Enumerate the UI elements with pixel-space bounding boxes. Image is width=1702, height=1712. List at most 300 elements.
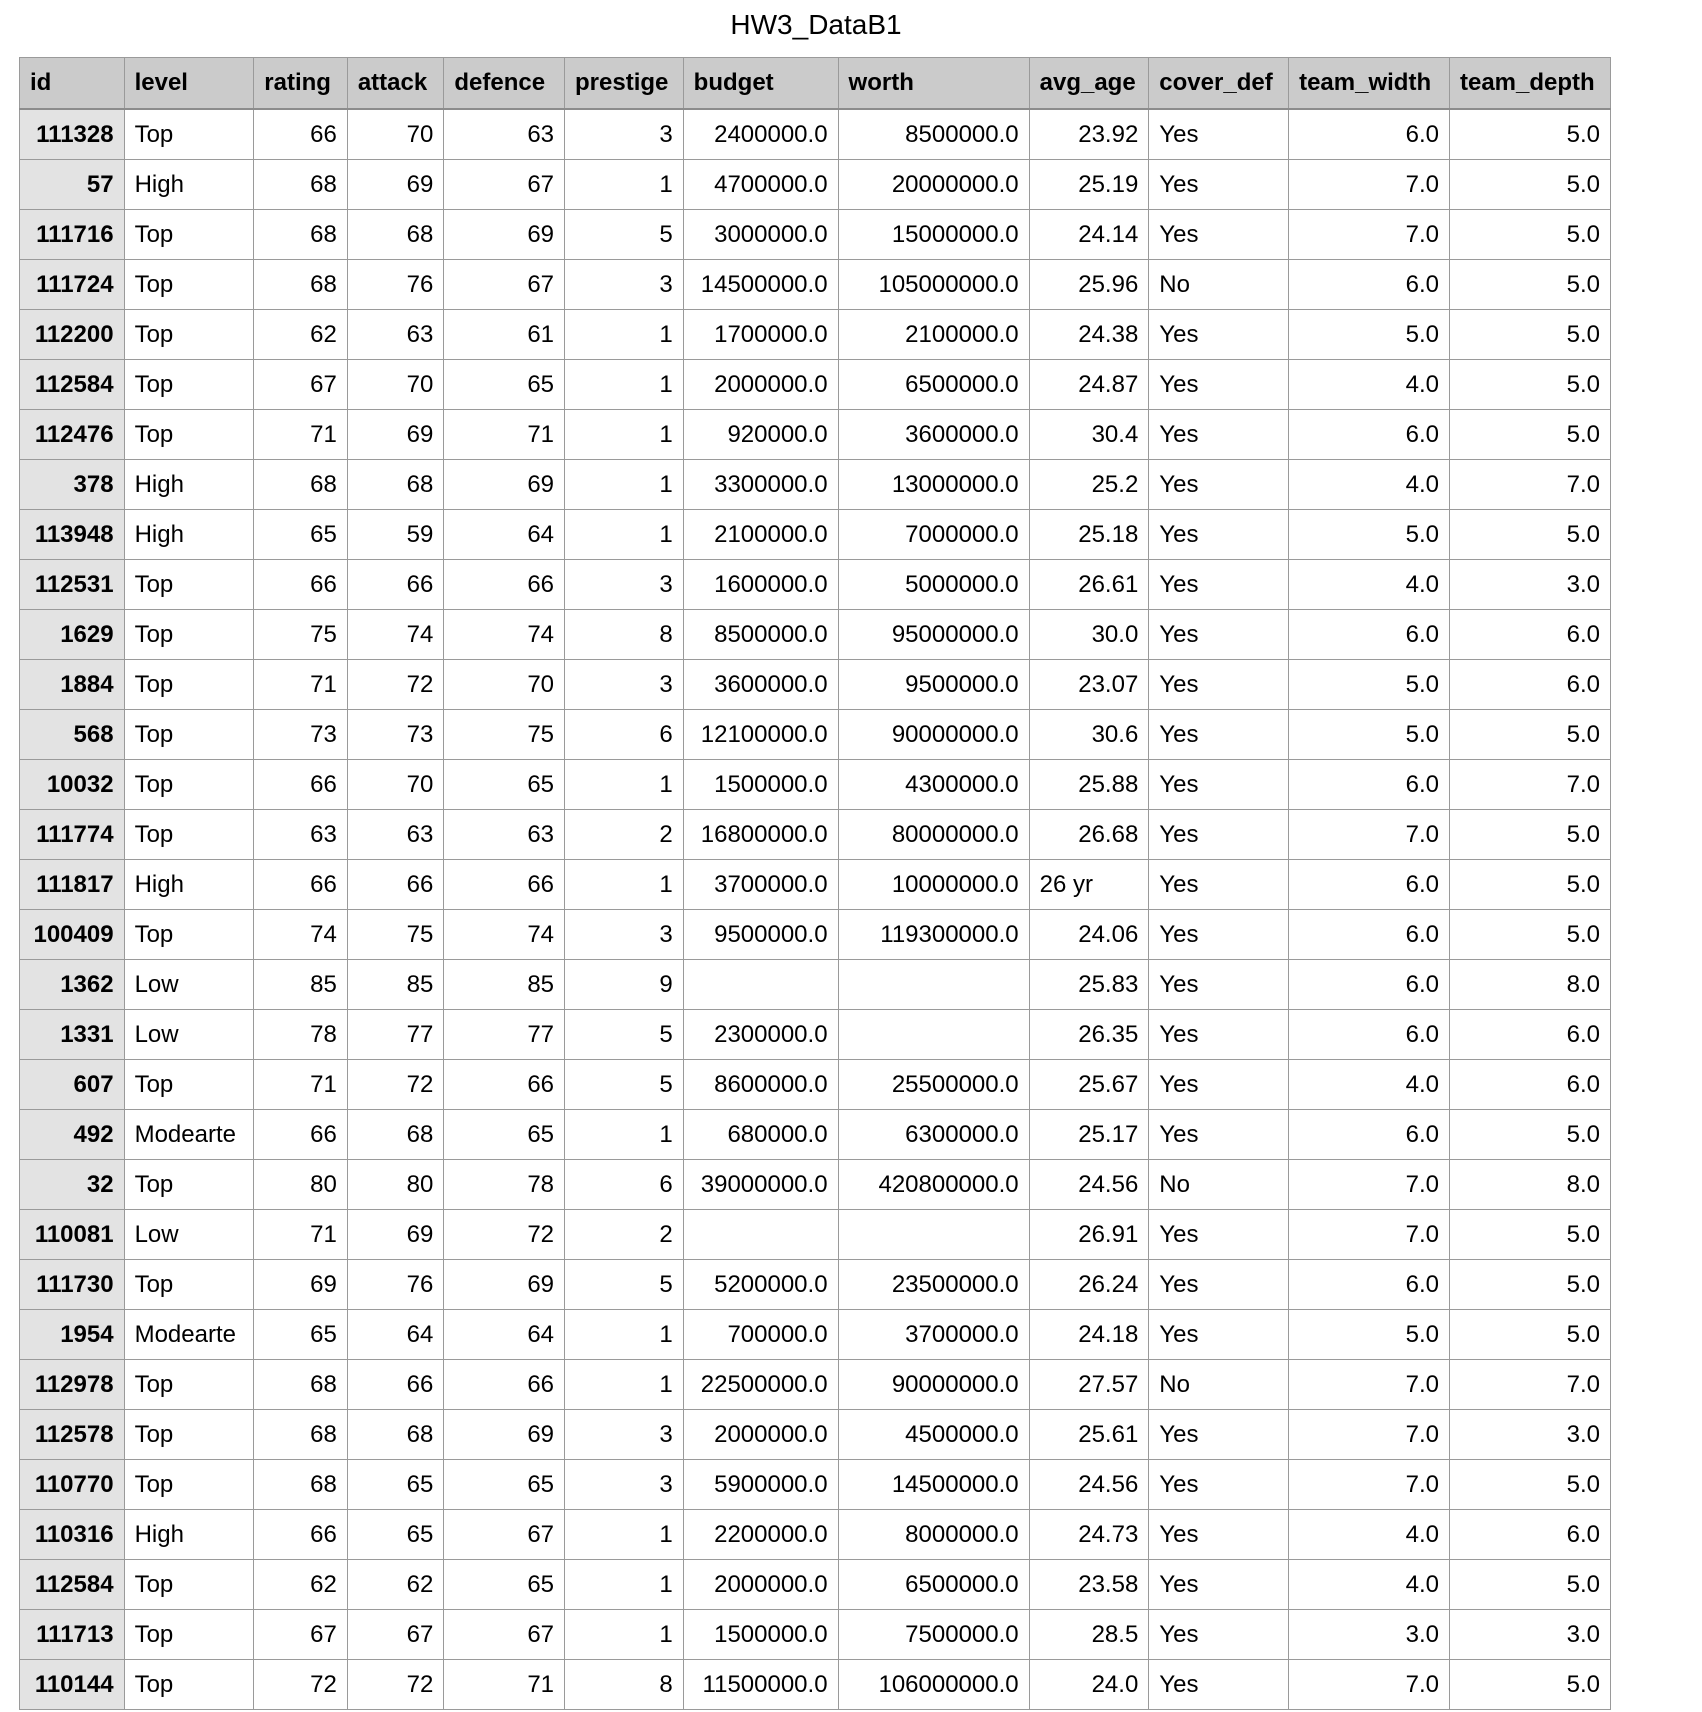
cell-avg-age[interactable]: 26.91 [1029,1210,1149,1260]
cell-team-width[interactable]: 5.0 [1289,510,1450,560]
cell-attack[interactable]: 69 [347,160,444,210]
cell-level[interactable]: High [124,860,254,910]
cell-cover-def[interactable]: Yes [1149,360,1289,410]
cell-worth[interactable]: 3600000.0 [838,410,1029,460]
cell-team-depth[interactable]: 5.0 [1449,310,1610,360]
cell-rating[interactable]: 71 [254,1210,348,1260]
cell-attack[interactable]: 68 [347,460,444,510]
cell-id[interactable]: 110081 [20,1210,125,1260]
cell-avg-age[interactable]: 25.67 [1029,1060,1149,1110]
cell-id[interactable]: 111713 [20,1610,125,1660]
column-header-team-depth[interactable]: team_depth [1449,58,1610,110]
cell-team-width[interactable]: 3.0 [1289,1610,1450,1660]
cell-prestige[interactable]: 5 [565,210,684,260]
cell-rating[interactable]: 65 [254,510,348,560]
cell-id[interactable]: 100409 [20,910,125,960]
cell-id[interactable]: 111730 [20,1260,125,1310]
cell-avg-age[interactable]: 26.61 [1029,560,1149,610]
cell-rating[interactable]: 66 [254,760,348,810]
cell-prestige[interactable]: 1 [565,410,684,460]
cell-id[interactable]: 1629 [20,610,125,660]
cell-team-depth[interactable]: 5.0 [1449,810,1610,860]
cell-defence[interactable]: 85 [444,960,565,1010]
cell-rating[interactable]: 68 [254,460,348,510]
cell-defence[interactable]: 69 [444,210,565,260]
cell-prestige[interactable]: 2 [565,1210,684,1260]
cell-worth[interactable]: 7000000.0 [838,510,1029,560]
cell-budget[interactable]: 2300000.0 [683,1010,838,1060]
cell-prestige[interactable]: 1 [565,1110,684,1160]
cell-worth[interactable]: 10000000.0 [838,860,1029,910]
cell-budget[interactable]: 3300000.0 [683,460,838,510]
column-header-team-width[interactable]: team_width [1289,58,1450,110]
cell-defence[interactable]: 63 [444,109,565,160]
cell-defence[interactable]: 74 [444,910,565,960]
column-header-avg-age[interactable]: avg_age [1029,58,1149,110]
cell-prestige[interactable]: 9 [565,960,684,1010]
cell-level[interactable]: Top [124,760,254,810]
cell-id[interactable]: 111817 [20,860,125,910]
cell-defence[interactable]: 67 [444,1510,565,1560]
cell-budget[interactable]: 5900000.0 [683,1460,838,1510]
column-header-rating[interactable]: rating [254,58,348,110]
cell-attack[interactable]: 69 [347,1210,444,1260]
cell-attack[interactable]: 59 [347,510,444,560]
cell-level[interactable]: Top [124,560,254,610]
column-header-id[interactable]: id [20,58,125,110]
cell-id[interactable]: 112531 [20,560,125,610]
cell-cover-def[interactable]: Yes [1149,810,1289,860]
cell-id[interactable]: 112476 [20,410,125,460]
cell-team-width[interactable]: 6.0 [1289,860,1450,910]
cell-prestige[interactable]: 5 [565,1010,684,1060]
cell-budget[interactable]: 3700000.0 [683,860,838,910]
cell-team-width[interactable]: 6.0 [1289,260,1450,310]
cell-cover-def[interactable]: Yes [1149,1460,1289,1510]
cell-rating[interactable]: 68 [254,260,348,310]
cell-worth[interactable]: 2100000.0 [838,310,1029,360]
cell-worth[interactable]: 80000000.0 [838,810,1029,860]
cell-attack[interactable]: 68 [347,1410,444,1460]
cell-attack[interactable]: 70 [347,360,444,410]
cell-cover-def[interactable]: Yes [1149,410,1289,460]
cell-cover-def[interactable]: No [1149,260,1289,310]
cell-defence[interactable]: 65 [444,760,565,810]
cell-level[interactable]: Top [124,1660,254,1710]
cell-team-depth[interactable]: 5.0 [1449,860,1610,910]
cell-team-width[interactable]: 5.0 [1289,660,1450,710]
cell-prestige[interactable]: 1 [565,1610,684,1660]
cell-budget[interactable]: 680000.0 [683,1110,838,1160]
cell-avg-age[interactable]: 30.4 [1029,410,1149,460]
cell-prestige[interactable]: 8 [565,1660,684,1710]
cell-defence[interactable]: 61 [444,310,565,360]
cell-team-depth[interactable]: 6.0 [1449,610,1610,660]
cell-prestige[interactable]: 6 [565,710,684,760]
cell-id[interactable]: 111328 [20,109,125,160]
cell-attack[interactable]: 72 [347,1060,444,1110]
cell-team-width[interactable]: 5.0 [1289,710,1450,760]
cell-attack[interactable]: 69 [347,410,444,460]
cell-defence[interactable]: 69 [444,460,565,510]
cell-prestige[interactable]: 1 [565,160,684,210]
cell-cover-def[interactable]: Yes [1149,960,1289,1010]
cell-worth[interactable]: 8000000.0 [838,1510,1029,1560]
cell-id[interactable]: 112200 [20,310,125,360]
cell-cover-def[interactable]: Yes [1149,1510,1289,1560]
cell-worth[interactable]: 25500000.0 [838,1060,1029,1110]
cell-rating[interactable]: 67 [254,1610,348,1660]
cell-avg-age[interactable]: 26 yr [1029,860,1149,910]
cell-budget[interactable]: 3000000.0 [683,210,838,260]
cell-team-width[interactable]: 4.0 [1289,360,1450,410]
cell-level[interactable]: Top [124,310,254,360]
cell-rating[interactable]: 68 [254,1360,348,1410]
cell-attack[interactable]: 76 [347,1260,444,1310]
cell-team-width[interactable]: 6.0 [1289,910,1450,960]
cell-team-depth[interactable]: 5.0 [1449,710,1610,760]
cell-team-depth[interactable]: 5.0 [1449,210,1610,260]
cell-team-depth[interactable]: 5.0 [1449,1260,1610,1310]
cell-defence[interactable]: 66 [444,1060,565,1110]
cell-worth[interactable]: 4300000.0 [838,760,1029,810]
cell-avg-age[interactable]: 26.68 [1029,810,1149,860]
cell-budget[interactable]: 1700000.0 [683,310,838,360]
cell-rating[interactable]: 72 [254,1660,348,1710]
cell-rating[interactable]: 66 [254,1110,348,1160]
cell-avg-age[interactable]: 24.06 [1029,910,1149,960]
cell-team-width[interactable]: 6.0 [1289,109,1450,160]
cell-prestige[interactable]: 3 [565,660,684,710]
cell-cover-def[interactable]: No [1149,1360,1289,1410]
cell-defence[interactable]: 75 [444,710,565,760]
cell-defence[interactable]: 64 [444,510,565,560]
cell-prestige[interactable]: 2 [565,810,684,860]
cell-id[interactable]: 10032 [20,760,125,810]
cell-worth[interactable] [838,960,1029,1010]
cell-budget[interactable]: 8500000.0 [683,610,838,660]
cell-attack[interactable]: 85 [347,960,444,1010]
cell-cover-def[interactable]: Yes [1149,210,1289,260]
cell-cover-def[interactable]: Yes [1149,910,1289,960]
cell-cover-def[interactable]: Yes [1149,710,1289,760]
cell-defence[interactable]: 65 [444,360,565,410]
cell-attack[interactable]: 63 [347,810,444,860]
cell-level[interactable]: Low [124,1210,254,1260]
cell-avg-age[interactable]: 24.56 [1029,1160,1149,1210]
cell-avg-age[interactable]: 25.17 [1029,1110,1149,1160]
cell-team-depth[interactable]: 5.0 [1449,1460,1610,1510]
cell-attack[interactable]: 70 [347,109,444,160]
cell-rating[interactable]: 80 [254,1160,348,1210]
cell-avg-age[interactable]: 24.87 [1029,360,1149,410]
cell-cover-def[interactable]: Yes [1149,860,1289,910]
cell-team-depth[interactable]: 7.0 [1449,760,1610,810]
cell-level[interactable]: Top [124,1460,254,1510]
cell-id[interactable]: 110316 [20,1510,125,1560]
cell-defence[interactable]: 70 [444,660,565,710]
cell-level[interactable]: Top [124,1360,254,1410]
cell-defence[interactable]: 78 [444,1160,565,1210]
cell-rating[interactable]: 74 [254,910,348,960]
cell-budget[interactable]: 39000000.0 [683,1160,838,1210]
cell-worth[interactable]: 90000000.0 [838,1360,1029,1410]
cell-team-width[interactable]: 7.0 [1289,210,1450,260]
cell-budget[interactable]: 14500000.0 [683,260,838,310]
cell-budget[interactable]: 2000000.0 [683,1410,838,1460]
column-header-budget[interactable]: budget [683,58,838,110]
cell-rating[interactable]: 62 [254,1560,348,1610]
cell-rating[interactable]: 73 [254,710,348,760]
cell-cover-def[interactable]: Yes [1149,1060,1289,1110]
cell-defence[interactable]: 65 [444,1560,565,1610]
cell-budget[interactable]: 1600000.0 [683,560,838,610]
cell-prestige[interactable]: 1 [565,860,684,910]
cell-prestige[interactable]: 5 [565,1260,684,1310]
cell-cover-def[interactable]: Yes [1149,610,1289,660]
cell-id[interactable]: 113948 [20,510,125,560]
cell-level[interactable]: Modearte [124,1110,254,1160]
cell-team-width[interactable]: 6.0 [1289,760,1450,810]
cell-avg-age[interactable]: 25.96 [1029,260,1149,310]
cell-cover-def[interactable]: No [1149,1160,1289,1210]
cell-prestige[interactable]: 3 [565,1460,684,1510]
cell-defence[interactable]: 71 [444,1660,565,1710]
cell-defence[interactable]: 66 [444,1360,565,1410]
cell-cover-def[interactable]: Yes [1149,1310,1289,1360]
cell-budget[interactable]: 4700000.0 [683,160,838,210]
cell-worth[interactable]: 9500000.0 [838,660,1029,710]
cell-worth[interactable]: 105000000.0 [838,260,1029,310]
cell-attack[interactable]: 65 [347,1510,444,1560]
cell-worth[interactable]: 106000000.0 [838,1660,1029,1710]
cell-level[interactable]: Low [124,1010,254,1060]
cell-cover-def[interactable]: Yes [1149,560,1289,610]
cell-attack[interactable]: 67 [347,1610,444,1660]
cell-worth[interactable]: 4500000.0 [838,1410,1029,1460]
cell-team-width[interactable]: 6.0 [1289,610,1450,660]
cell-cover-def[interactable]: Yes [1149,109,1289,160]
cell-team-width[interactable]: 7.0 [1289,1210,1450,1260]
cell-level[interactable]: High [124,160,254,210]
cell-team-depth[interactable]: 5.0 [1449,410,1610,460]
cell-avg-age[interactable]: 23.58 [1029,1560,1149,1610]
cell-budget[interactable]: 700000.0 [683,1310,838,1360]
cell-team-depth[interactable]: 7.0 [1449,1360,1610,1410]
cell-worth[interactable]: 95000000.0 [838,610,1029,660]
cell-budget[interactable]: 5200000.0 [683,1260,838,1310]
cell-team-depth[interactable]: 3.0 [1449,560,1610,610]
cell-attack[interactable]: 75 [347,910,444,960]
cell-rating[interactable]: 63 [254,810,348,860]
cell-avg-age[interactable]: 24.56 [1029,1460,1149,1510]
cell-id[interactable]: 112978 [20,1360,125,1410]
cell-budget[interactable]: 2200000.0 [683,1510,838,1560]
cell-team-depth[interactable]: 5.0 [1449,1110,1610,1160]
cell-rating[interactable]: 71 [254,660,348,710]
cell-cover-def[interactable]: Yes [1149,660,1289,710]
cell-defence[interactable]: 65 [444,1460,565,1510]
cell-avg-age[interactable]: 26.35 [1029,1010,1149,1060]
column-header-worth[interactable]: worth [838,58,1029,110]
cell-defence[interactable]: 77 [444,1010,565,1060]
cell-team-depth[interactable]: 6.0 [1449,1060,1610,1110]
cell-cover-def[interactable]: Yes [1149,1210,1289,1260]
cell-defence[interactable]: 74 [444,610,565,660]
cell-level[interactable]: Modearte [124,1310,254,1360]
cell-avg-age[interactable]: 27.57 [1029,1360,1149,1410]
cell-team-width[interactable]: 5.0 [1289,1310,1450,1360]
cell-team-depth[interactable]: 3.0 [1449,1410,1610,1460]
cell-budget[interactable]: 11500000.0 [683,1660,838,1710]
cell-attack[interactable]: 66 [347,560,444,610]
cell-id[interactable]: 1954 [20,1310,125,1360]
cell-attack[interactable]: 65 [347,1460,444,1510]
cell-prestige[interactable]: 1 [565,1560,684,1610]
cell-avg-age[interactable]: 23.92 [1029,109,1149,160]
cell-team-width[interactable]: 4.0 [1289,1560,1450,1610]
cell-team-width[interactable]: 7.0 [1289,1660,1450,1710]
cell-attack[interactable]: 66 [347,860,444,910]
cell-defence[interactable]: 64 [444,1310,565,1360]
cell-rating[interactable]: 69 [254,1260,348,1310]
cell-attack[interactable]: 74 [347,610,444,660]
cell-defence[interactable]: 71 [444,410,565,460]
cell-team-depth[interactable]: 5.0 [1449,910,1610,960]
cell-team-width[interactable]: 4.0 [1289,1060,1450,1110]
cell-level[interactable]: Top [124,210,254,260]
cell-avg-age[interactable]: 25.83 [1029,960,1149,1010]
cell-avg-age[interactable]: 25.88 [1029,760,1149,810]
cell-defence[interactable]: 67 [444,1610,565,1660]
cell-avg-age[interactable]: 28.5 [1029,1610,1149,1660]
cell-id[interactable]: 112584 [20,1560,125,1610]
cell-prestige[interactable]: 3 [565,109,684,160]
cell-id[interactable]: 110144 [20,1660,125,1710]
cell-level[interactable]: Top [124,910,254,960]
cell-prestige[interactable]: 3 [565,1410,684,1460]
cell-team-depth[interactable]: 5.0 [1449,360,1610,410]
cell-avg-age[interactable]: 24.0 [1029,1660,1149,1710]
cell-avg-age[interactable]: 25.61 [1029,1410,1149,1460]
cell-team-width[interactable]: 7.0 [1289,1460,1450,1510]
cell-team-depth[interactable]: 5.0 [1449,1560,1610,1610]
cell-defence[interactable]: 65 [444,1110,565,1160]
cell-level[interactable]: High [124,460,254,510]
cell-prestige[interactable]: 3 [565,560,684,610]
cell-worth[interactable]: 6300000.0 [838,1110,1029,1160]
column-header-prestige[interactable]: prestige [565,58,684,110]
cell-worth[interactable]: 23500000.0 [838,1260,1029,1310]
cell-avg-age[interactable]: 25.18 [1029,510,1149,560]
cell-cover-def[interactable]: Yes [1149,1560,1289,1610]
cell-team-depth[interactable]: 3.0 [1449,1610,1610,1660]
cell-defence[interactable]: 66 [444,560,565,610]
cell-defence[interactable]: 67 [444,260,565,310]
cell-defence[interactable]: 69 [444,1260,565,1310]
cell-avg-age[interactable]: 24.18 [1029,1310,1149,1360]
cell-avg-age[interactable]: 25.19 [1029,160,1149,210]
cell-level[interactable]: Top [124,410,254,460]
cell-attack[interactable]: 72 [347,1660,444,1710]
cell-rating[interactable]: 66 [254,860,348,910]
cell-prestige[interactable]: 5 [565,1060,684,1110]
cell-team-depth[interactable]: 8.0 [1449,1160,1610,1210]
cell-team-width[interactable]: 7.0 [1289,1410,1450,1460]
cell-worth[interactable]: 6500000.0 [838,1560,1029,1610]
cell-team-depth[interactable]: 7.0 [1449,460,1610,510]
cell-attack[interactable]: 76 [347,260,444,310]
cell-team-depth[interactable]: 5.0 [1449,109,1610,160]
cell-team-width[interactable]: 7.0 [1289,1360,1450,1410]
cell-avg-age[interactable]: 26.24 [1029,1260,1149,1310]
cell-team-depth[interactable]: 6.0 [1449,1010,1610,1060]
cell-worth[interactable]: 5000000.0 [838,560,1029,610]
cell-id[interactable]: 568 [20,710,125,760]
cell-cover-def[interactable]: Yes [1149,1110,1289,1160]
cell-team-width[interactable]: 6.0 [1289,410,1450,460]
cell-prestige[interactable]: 1 [565,760,684,810]
cell-worth[interactable] [838,1210,1029,1260]
cell-rating[interactable]: 75 [254,610,348,660]
cell-rating[interactable]: 66 [254,560,348,610]
cell-level[interactable]: Top [124,360,254,410]
cell-rating[interactable]: 78 [254,1010,348,1060]
cell-rating[interactable]: 85 [254,960,348,1010]
cell-attack[interactable]: 68 [347,210,444,260]
cell-cover-def[interactable]: Yes [1149,760,1289,810]
cell-prestige[interactable]: 1 [565,360,684,410]
cell-attack[interactable]: 77 [347,1010,444,1060]
cell-rating[interactable]: 68 [254,1460,348,1510]
cell-level[interactable]: Top [124,260,254,310]
cell-id[interactable]: 1331 [20,1010,125,1060]
cell-team-width[interactable]: 6.0 [1289,1010,1450,1060]
cell-level[interactable]: Top [124,610,254,660]
cell-cover-def[interactable]: Yes [1149,510,1289,560]
cell-budget[interactable]: 9500000.0 [683,910,838,960]
cell-rating[interactable]: 66 [254,109,348,160]
cell-budget[interactable]: 1500000.0 [683,760,838,810]
cell-team-width[interactable]: 4.0 [1289,1510,1450,1560]
cell-prestige[interactable]: 1 [565,310,684,360]
cell-level[interactable]: High [124,510,254,560]
cell-level[interactable]: Top [124,1060,254,1110]
cell-worth[interactable] [838,1010,1029,1060]
cell-avg-age[interactable]: 30.0 [1029,610,1149,660]
cell-prestige[interactable]: 3 [565,260,684,310]
cell-defence[interactable]: 69 [444,1410,565,1460]
cell-attack[interactable]: 68 [347,1110,444,1160]
cell-avg-age[interactable]: 24.14 [1029,210,1149,260]
cell-worth[interactable]: 13000000.0 [838,460,1029,510]
cell-level[interactable]: Top [124,1160,254,1210]
cell-team-width[interactable]: 4.0 [1289,460,1450,510]
cell-level[interactable]: Top [124,1410,254,1460]
cell-rating[interactable]: 68 [254,1410,348,1460]
cell-cover-def[interactable]: Yes [1149,1010,1289,1060]
cell-budget[interactable]: 920000.0 [683,410,838,460]
column-header-cover-def[interactable]: cover_def [1149,58,1289,110]
cell-id[interactable]: 112578 [20,1410,125,1460]
cell-team-depth[interactable]: 5.0 [1449,1210,1610,1260]
cell-team-width[interactable]: 7.0 [1289,1160,1450,1210]
cell-defence[interactable]: 72 [444,1210,565,1260]
cell-avg-age[interactable]: 24.38 [1029,310,1149,360]
cell-prestige[interactable]: 1 [565,460,684,510]
cell-level[interactable]: Top [124,710,254,760]
cell-rating[interactable]: 67 [254,360,348,410]
